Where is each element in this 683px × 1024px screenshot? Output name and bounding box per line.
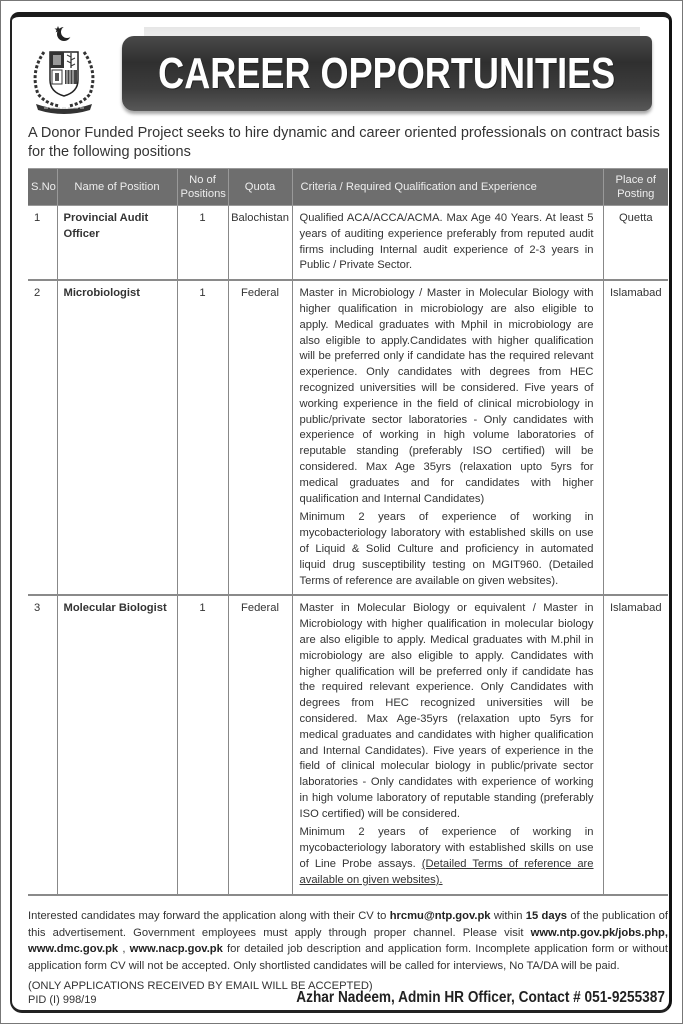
positions-table — [28, 168, 668, 896]
column-header-positions-line1: No of — [189, 174, 216, 186]
state-emblem-icon — [24, 22, 104, 114]
criteria-paragraph: Master in Molecular Biology or equivalent / Master in Microbiology with higher qualification in molecular biology are also eligible to apply. Medical graduates with M.phil in microbiology are also eligible to apply. Candidates with higher qualification will be preferred only if candidate has the required relevant experience. Only Candidates with degrees from HEC recognized universities will be considered. Max Age-35yrs (relaxation upto 5yrs for medical graduates and candidates with higher qualification and Internal Candidates). Five years of experience in the field of clinical molecular biology in public/private sector laboratories - Only candidates with experience of working in high volume laboratory of reputable standing (preferably ISO certified) will be considered. — [299, 602, 594, 820]
cell-criteria — [292, 595, 603, 894]
column-header-sno: S.No — [28, 169, 57, 206]
email-only-note: (ONLY APPLICATIONS RECEIVED BY EMAIL WILL BE ACCEPTED) — [28, 980, 373, 993]
column-header-quota: Quota — [228, 169, 292, 206]
cell-sno: 1 — [28, 206, 57, 281]
website-link-nacp[interactable]: www.nacp.gov.pk — [129, 943, 223, 956]
pid-number: PID (I) 998/19 — [28, 994, 97, 1006]
title-banner — [122, 27, 660, 115]
instructions-text: within — [490, 910, 526, 922]
deadline-text: 15 days — [525, 910, 568, 922]
page-title: CAREER OPPORTUNITIES — [158, 48, 616, 98]
application-instructions — [28, 908, 668, 995]
cell-place: Quetta — [603, 206, 668, 281]
cell-position-name: Provincial Audit Officer — [57, 206, 177, 281]
column-header-name: Name of Position — [57, 169, 177, 206]
column-header-positions-line2: Positions — [180, 188, 226, 200]
cell-position-name: Microbiologist — [57, 280, 177, 595]
column-header-positions — [177, 169, 228, 206]
instructions-text: of the publication of this advertisement. Government employees must apply through proper channel. Please visit — [28, 910, 668, 939]
cell-positions-count: 1 — [177, 206, 228, 281]
intro-text: A Donor Funded Project seeks to hire dynamic and career oriented professionals on contract basis for the following positions — [28, 125, 660, 160]
separator: , — [118, 943, 130, 956]
cell-quota: Balochistan — [228, 206, 292, 281]
column-header-place-line2: Posting — [617, 188, 655, 200]
cell-sno: 3 — [28, 595, 57, 894]
contact-signature: Azhar Nadeem, Admin HR Officer, Contact # 051-9255387 — [296, 989, 665, 1006]
banner-plate — [122, 36, 652, 111]
table-row — [28, 206, 668, 281]
cell-criteria — [292, 280, 603, 595]
criteria-text: Minimum 2 years of experience of working in mycobacteriology laboratory with established skills on use of Line Probe assays. — [299, 826, 594, 871]
terms-of-reference-note: (Detailed Terms of reference are available on given websites). — [299, 858, 594, 886]
criteria-paragraph — [300, 825, 594, 888]
column-header-criteria: Criteria / Required Qualification and Experience — [292, 169, 603, 206]
cell-place: Islamabad — [603, 595, 668, 894]
contact-email-link[interactable]: hrcmu@ntp.gov.pk — [389, 910, 491, 922]
website-link-dmc[interactable]: www.dmc.gov.pk — [28, 943, 119, 956]
cell-positions-count: 1 — [177, 595, 228, 894]
website-link-ntp[interactable]: www.ntp.gov.pk/jobs.php, — [530, 926, 668, 939]
criteria-paragraph: Minimum 2 years of experience of working in mycobacteriology laboratory with established skills on use of Liquid & Solid Culture and proficiency in automated liquid drug susceptibility testing on MGIT960. (Detailed Terms of reference are available on given websites). — [299, 511, 594, 587]
cell-criteria — [292, 206, 603, 281]
column-header-place — [603, 169, 668, 206]
cell-quota: Federal — [228, 280, 292, 595]
cell-sno: 2 — [28, 280, 57, 595]
cell-positions-count: 1 — [177, 280, 228, 595]
table-row — [28, 595, 668, 894]
criteria-paragraph: Qualified ACA/ACCA/ACMA. Max Age 40 Years. At least 5 years of auditing experience preferably from reputed audit firms including Internal audit experience of 2-3 years in Public / Private Sector. — [299, 212, 594, 272]
table-header-row — [28, 169, 668, 206]
column-header-place-line1: Place of — [615, 174, 656, 186]
cell-position-name: Molecular Biologist — [57, 595, 177, 894]
instructions-paragraph — [28, 908, 668, 974]
instructions-text: for detailed job description and application form. Incomplete application form or without application form CV will not be accepted. Only shortlisted candidates will be called for interviews, No TA/DA will be paid. — [28, 943, 668, 972]
cell-quota: Federal — [228, 595, 292, 894]
cell-place: Islamabad — [603, 280, 668, 595]
criteria-paragraph: Master in Microbiology / Master in Molecular Biology with higher qualification in microbiology are also eligible to apply. Medical graduates with Mphil in microbiology are also eligible to apply.Candidates with higher qualification will be preferred only if candidate has the required relevant experience. Only candidates with degrees from HEC recognized universities will be considered. Five years of working experience in the field of clinical microbiology in public/private sector laboratories - Only candidates with experience of working in high volume laboratories of reputable standing (preferably ISO certified) will be considered. Max Age 35yrs (relaxation upto 5yrs for medical graduates and for candidates with higher qualification and Internal Candidates) — [299, 287, 594, 505]
table-row — [28, 280, 668, 595]
instructions-text: Interested candidates may forward the application along with their CV to — [28, 910, 390, 922]
